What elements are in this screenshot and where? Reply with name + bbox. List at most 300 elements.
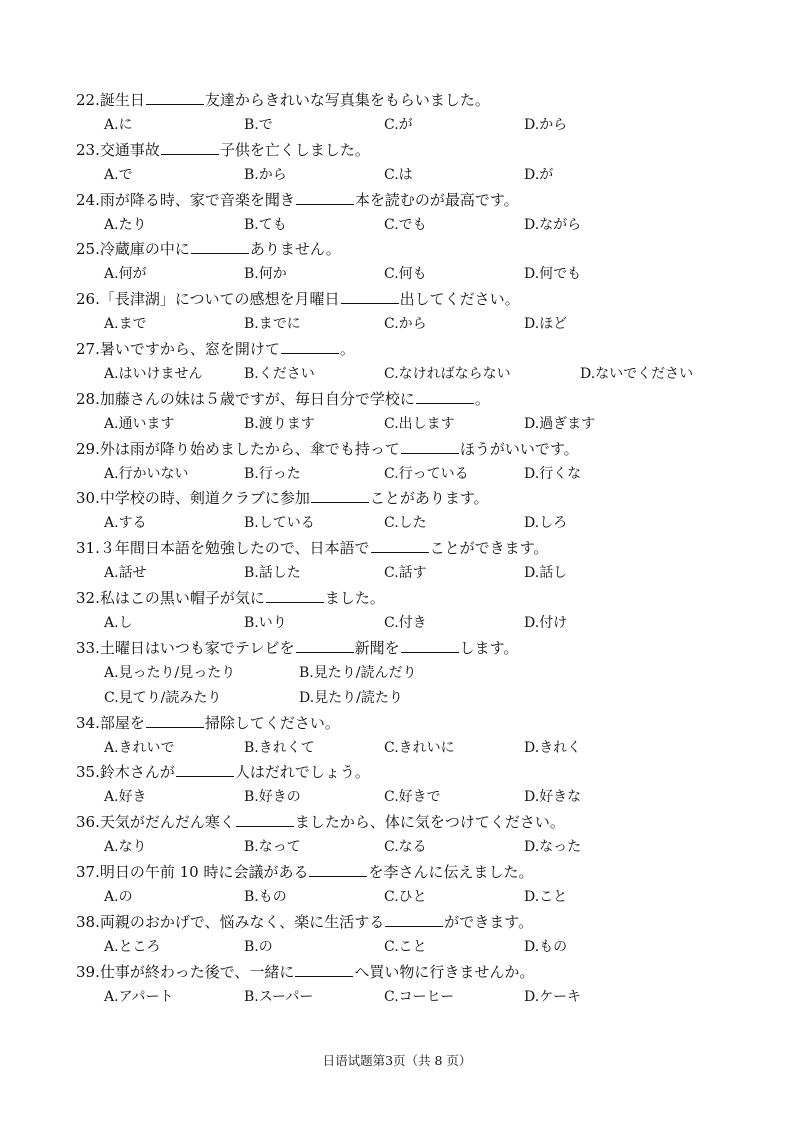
option-text: もの (258, 888, 287, 905)
question-item (0, 337, 794, 387)
option-text: 付き (398, 614, 427, 631)
answer-option-a (104, 312, 147, 336)
question-text-segment: します。 (459, 638, 519, 657)
question-text-segment: 新聞を (354, 638, 400, 657)
answer-option-c (384, 611, 427, 635)
question-text-segment: 冷蔵庫の中に (99, 240, 190, 259)
option-text: から (398, 316, 427, 333)
answer-option-a (104, 661, 235, 685)
option-letter: C. (384, 839, 399, 856)
option-letter: C. (384, 316, 399, 333)
question-item (0, 910, 794, 960)
question-text-segment: 土曜日はいつも家でテレビを (99, 638, 295, 657)
option-letter: C. (384, 166, 399, 183)
option-letter: C. (384, 614, 399, 631)
option-letter: B. (244, 465, 259, 482)
option-letter: A. (104, 888, 119, 905)
answer-option-c (384, 113, 413, 137)
question-text-segment: ことができます。 (429, 539, 549, 558)
option-text: 何でも (539, 266, 582, 283)
answer-blank (266, 586, 324, 603)
option-text: 好きな (539, 789, 582, 806)
question-item (0, 486, 794, 536)
answer-option-c (384, 362, 511, 386)
option-text: なる (398, 839, 427, 856)
option-letter: A. (104, 789, 119, 806)
option-letter: A. (104, 266, 119, 283)
answer-option-b (244, 113, 273, 137)
option-letter: B. (244, 938, 259, 955)
option-text: まで (118, 316, 147, 333)
question-number: 23. (76, 140, 100, 159)
option-text: こと (539, 888, 568, 905)
answer-option-b (244, 611, 287, 635)
option-letter: D. (524, 938, 540, 955)
question-text-segment: 本を読むのが最高です。 (354, 190, 519, 209)
answer-blank (309, 860, 367, 877)
question-number: 26. (76, 290, 100, 309)
option-text: ても (258, 216, 287, 233)
question-item (0, 586, 794, 636)
option-letter: D. (524, 117, 540, 133)
option-letter: D. (580, 365, 596, 382)
question-item (0, 88, 794, 138)
option-letter: B. (244, 565, 259, 582)
option-text: きれくて (258, 739, 315, 756)
answer-option-a (104, 736, 175, 760)
option-letter: B. (244, 789, 259, 806)
question-text-segment: 両親のおかげで、悩みなく、楽に生活する (99, 912, 385, 931)
option-letter: B. (244, 166, 259, 183)
question-item (0, 188, 794, 238)
question-text-segment: 私はこの黒い帽子が気に (99, 588, 265, 607)
option-text: 行くな (539, 465, 582, 482)
question-number: 27. (76, 339, 100, 358)
option-letter: A. (104, 465, 119, 482)
answer-option-d (524, 462, 581, 486)
answer-option-b (244, 262, 287, 286)
option-text: 付け (539, 614, 568, 631)
option-letter: A. (104, 166, 119, 183)
option-letter: A. (104, 117, 119, 133)
option-letter: D. (299, 689, 315, 706)
option-text: する (118, 515, 147, 532)
option-letter: C. (384, 739, 399, 756)
answer-option-d (524, 736, 581, 760)
answer-option-b (244, 561, 301, 585)
question-item (0, 760, 794, 810)
option-letter: B. (244, 839, 259, 856)
question-text (76, 910, 533, 935)
answer-blank (281, 337, 339, 354)
question-item (0, 860, 794, 910)
option-text: 行っている (398, 465, 469, 482)
option-text: している (258, 515, 315, 532)
answer-blank (416, 387, 474, 404)
option-text: までに (258, 316, 301, 333)
option-text: 何か (258, 266, 287, 283)
option-text: の (258, 938, 273, 955)
answer-option-b (244, 462, 301, 486)
question-text-segment: 「長津湖」についての感想を月曜日 (99, 290, 340, 309)
answer-blank (341, 287, 399, 304)
option-text: 見たり/読たり (314, 689, 403, 706)
option-text: 話した (258, 565, 301, 582)
question-text-segment: ができます。 (444, 912, 534, 931)
question-item (0, 387, 794, 437)
option-letter: D. (524, 465, 540, 482)
option-letter: D. (524, 415, 540, 432)
question-number: 32. (76, 588, 100, 607)
option-letter: A. (104, 316, 119, 333)
option-letter: A. (104, 739, 119, 756)
question-number: 22. (76, 91, 100, 109)
option-letter: D. (524, 614, 540, 631)
option-text: 何も (398, 266, 427, 283)
answer-blank (191, 237, 249, 254)
answer-option-c (384, 885, 427, 909)
option-letter: B. (244, 888, 259, 905)
answer-option-c (384, 561, 427, 585)
question-text-segment: ありません。 (249, 240, 341, 259)
question-text-segment: 外は雨が降り始めましたから、傘でも持って (99, 439, 400, 458)
option-letter: C. (384, 515, 399, 532)
answer-option-a (104, 163, 133, 187)
answer-option-b (244, 511, 315, 535)
question-number: 39. (76, 962, 100, 981)
option-letter: B. (244, 988, 259, 1005)
option-text: ほど (539, 316, 568, 333)
option-text: の (118, 888, 133, 905)
option-text: から (539, 117, 568, 133)
option-letter: B. (244, 515, 259, 532)
answer-blank (236, 810, 294, 827)
answer-option-d (524, 113, 567, 137)
question-text-segment: ましたから、体に気をつけてください。 (294, 813, 565, 832)
option-letter: B. (244, 739, 259, 756)
answer-option-b (244, 935, 273, 959)
option-text: きれく (539, 739, 582, 756)
question-text (76, 88, 490, 113)
answer-option-a (104, 412, 175, 436)
question-text-segment: 人はだれでしょう。 (234, 763, 370, 782)
answer-option-a (104, 262, 147, 286)
option-text: は (398, 166, 413, 183)
answer-option-b (244, 412, 315, 436)
question-text (76, 536, 548, 561)
question-text-segment: 鈴木さんが (99, 763, 175, 782)
answer-option-a (104, 362, 203, 386)
option-letter: A. (104, 614, 119, 631)
answer-option-d (524, 985, 581, 1009)
option-text: なり (118, 839, 147, 856)
option-letter: A. (104, 216, 119, 233)
option-text: し (118, 614, 133, 631)
question-number: 25. (76, 240, 100, 259)
option-text: 見てり/読みたり (118, 689, 222, 706)
option-letter: C. (384, 415, 399, 432)
answer-option-c (384, 312, 427, 336)
answer-blank (401, 636, 459, 653)
option-text: 好きで (398, 789, 441, 806)
question-text-segment: 交通事故 (99, 140, 160, 159)
answer-option-c (384, 213, 427, 237)
answer-blank (295, 960, 353, 977)
answer-option-b (244, 163, 287, 187)
option-text: 話し (539, 565, 568, 582)
option-text: アパート (118, 988, 174, 1005)
question-text-segment: 天気がだんだん寒く (99, 813, 235, 832)
page-footer: 日语试题第3页（共 8 页） (322, 1053, 472, 1068)
answer-option-d (524, 611, 567, 635)
option-text: ケーキ (539, 988, 582, 1005)
answer-option-b (244, 985, 313, 1009)
question-item (0, 636, 794, 711)
answer-option-d (299, 686, 403, 710)
option-letter: B. (244, 415, 259, 432)
question-item (0, 237, 794, 287)
option-letter: D. (524, 266, 540, 283)
question-text (76, 188, 519, 213)
answer-option-d (524, 262, 581, 286)
question-text (76, 960, 534, 985)
option-text: ひと (398, 888, 427, 905)
question-text-segment: 明日の午前 10 時に会議がある (99, 862, 309, 881)
option-letter: B. (244, 117, 259, 133)
option-text: なった (539, 839, 582, 856)
option-letter: B. (244, 614, 259, 631)
answer-option-c (384, 985, 454, 1009)
answer-option-d (524, 785, 581, 809)
answer-blank (296, 636, 354, 653)
option-letter: C. (104, 689, 119, 706)
answer-option-b (244, 785, 301, 809)
answer-option-a (104, 611, 133, 635)
option-letter: C. (384, 465, 399, 482)
question-number: 35. (76, 763, 100, 782)
answer-option-b (299, 661, 416, 685)
option-text: たり (118, 216, 147, 233)
answer-option-c (104, 686, 221, 710)
option-text: が (398, 117, 413, 133)
question-list (0, 88, 794, 1009)
answer-option-b (244, 736, 315, 760)
option-text: はいけません (118, 365, 203, 382)
option-text: が (539, 166, 554, 183)
answer-option-a (104, 462, 189, 486)
question-text-segment: 暑いですから、窓を開けて (99, 339, 280, 358)
question-text-segment: 中学校の時、剣道クラブに参加 (99, 489, 310, 508)
option-letter: A. (104, 839, 119, 856)
answer-option-a (104, 985, 173, 1009)
option-letter: A. (104, 938, 119, 955)
option-text: 話せ (118, 565, 147, 582)
question-number: 28. (76, 389, 100, 408)
option-letter: D. (524, 739, 540, 756)
question-text (76, 860, 534, 885)
option-text: した (398, 515, 427, 532)
question-number: 33. (76, 638, 100, 657)
option-text: 何が (118, 266, 147, 283)
question-text-segment: へ買い物に行きませんか。 (354, 962, 535, 981)
answer-option-d (524, 511, 567, 535)
option-letter: D. (524, 789, 540, 806)
question-text-segment: 部屋を (99, 713, 145, 732)
question-item (0, 536, 794, 586)
question-text (76, 337, 355, 362)
option-text: 行った (258, 465, 301, 482)
question-item (0, 810, 794, 860)
option-letter: C. (384, 938, 399, 955)
answer-option-b (244, 885, 287, 909)
option-text: なって (258, 839, 301, 856)
option-text: もの (539, 938, 568, 955)
option-letter: B. (244, 365, 259, 382)
question-text-segment: を李さんに伝えました。 (368, 862, 534, 881)
answer-option-a (104, 785, 147, 809)
option-letter: B. (299, 664, 314, 681)
answer-option-c (384, 462, 469, 486)
answer-option-a (104, 835, 147, 859)
question-text-segment: 出してください。 (399, 290, 520, 309)
question-text (76, 711, 340, 736)
option-text: 見ったり/見ったり (118, 664, 236, 681)
question-text-segment: 子供を亡くしました。 (219, 140, 370, 159)
question-text (76, 237, 341, 262)
question-item (0, 960, 794, 1010)
answer-option-d (524, 835, 581, 859)
option-text: スーパー (258, 988, 314, 1005)
question-text-segment: ました。 (324, 588, 385, 607)
question-item (0, 437, 794, 487)
question-number: 29. (76, 439, 100, 458)
answer-option-c (384, 163, 413, 187)
option-letter: B. (244, 216, 259, 233)
answer-option-b (244, 312, 301, 336)
answer-option-d (524, 561, 567, 585)
question-number: 24. (76, 190, 100, 209)
question-number: 38. (76, 912, 100, 931)
option-text: こと (398, 938, 427, 955)
option-letter: D. (524, 888, 540, 905)
question-text-segment: 雨が降る時、家で音楽を聞き (99, 190, 295, 209)
answer-option-c (384, 736, 455, 760)
answer-blank (296, 188, 354, 205)
question-text (76, 138, 370, 163)
answer-option-b (244, 835, 301, 859)
answer-option-b (244, 362, 315, 386)
answer-blank (371, 536, 429, 553)
answer-option-c (384, 835, 427, 859)
answer-option-d (524, 312, 567, 336)
question-item (0, 711, 794, 761)
question-text-segment: 加藤さんの妹は５歳ですが、毎日自分で学校に (99, 389, 415, 408)
option-text: 好き (118, 789, 147, 806)
answer-blank (311, 486, 369, 503)
question-text (76, 437, 579, 462)
option-text: で (118, 166, 133, 183)
option-text: 過ぎます (539, 415, 596, 432)
option-letter: B. (244, 266, 259, 283)
option-letter: A. (104, 515, 119, 532)
question-item (0, 138, 794, 188)
option-text: いり (258, 614, 287, 631)
option-text: から (258, 166, 287, 183)
option-text: 出します (398, 415, 455, 432)
question-text-segment: ３年間日本語を勉強したので、日本語で (99, 539, 370, 558)
option-text: きれいで (118, 739, 175, 756)
question-text-segment: 。 (474, 389, 490, 408)
option-text: 通います (118, 415, 175, 432)
option-letter: C. (384, 216, 399, 233)
option-text: 渡ります (258, 415, 315, 432)
option-letter: D. (524, 316, 540, 333)
option-letter: A. (104, 664, 119, 681)
question-text (76, 486, 489, 511)
question-text-segment: ことがあります。 (369, 489, 489, 508)
answer-option-a (104, 213, 147, 237)
question-text-segment: 仕事が終わった後で、一緒に (99, 962, 295, 981)
answer-option-c (384, 412, 455, 436)
option-letter: D. (524, 166, 540, 183)
answer-blank (176, 760, 234, 777)
option-letter: C. (384, 266, 399, 283)
option-letter: C. (384, 988, 399, 1005)
answer-blank (401, 437, 459, 454)
answer-blank (161, 138, 219, 155)
question-text-segment: 掃除してください。 (204, 713, 340, 732)
question-text (76, 387, 490, 412)
question-number: 34. (76, 713, 100, 732)
option-text: しろ (539, 515, 568, 532)
option-letter: D. (524, 839, 540, 856)
option-letter: A. (104, 988, 119, 1005)
option-text: 話す (398, 565, 427, 582)
option-text: ところ (118, 938, 161, 955)
answer-option-d (524, 163, 553, 187)
answer-option-a (104, 113, 133, 137)
option-letter: D. (524, 988, 540, 1005)
answer-option-d (524, 885, 567, 909)
question-text (76, 586, 385, 611)
option-text: に (118, 117, 133, 133)
answer-option-c (384, 262, 427, 286)
question-text (76, 636, 518, 661)
answer-option-c (384, 785, 441, 809)
answer-option-d (580, 362, 693, 386)
answer-option-a (104, 511, 147, 535)
option-text: 見たり/読んだり (313, 664, 417, 681)
option-letter: A. (104, 415, 119, 432)
question-text-segment: 誕生日 (99, 91, 145, 109)
answer-option-a (104, 935, 161, 959)
option-text: なければならない (398, 365, 511, 382)
answer-option-c (384, 935, 427, 959)
option-letter: C. (384, 117, 399, 133)
option-text: コーヒー (398, 988, 455, 1005)
option-letter: A. (104, 565, 119, 582)
option-letter: C. (384, 888, 399, 905)
answer-option-d (524, 935, 567, 959)
answer-blank (146, 88, 204, 105)
option-letter: C. (384, 365, 399, 382)
option-text: ください (258, 365, 315, 382)
question-number: 31. (76, 539, 100, 558)
question-text (76, 760, 370, 785)
option-text: きれいに (398, 739, 455, 756)
option-letter: D. (524, 216, 540, 233)
question-number: 36. (76, 813, 100, 832)
